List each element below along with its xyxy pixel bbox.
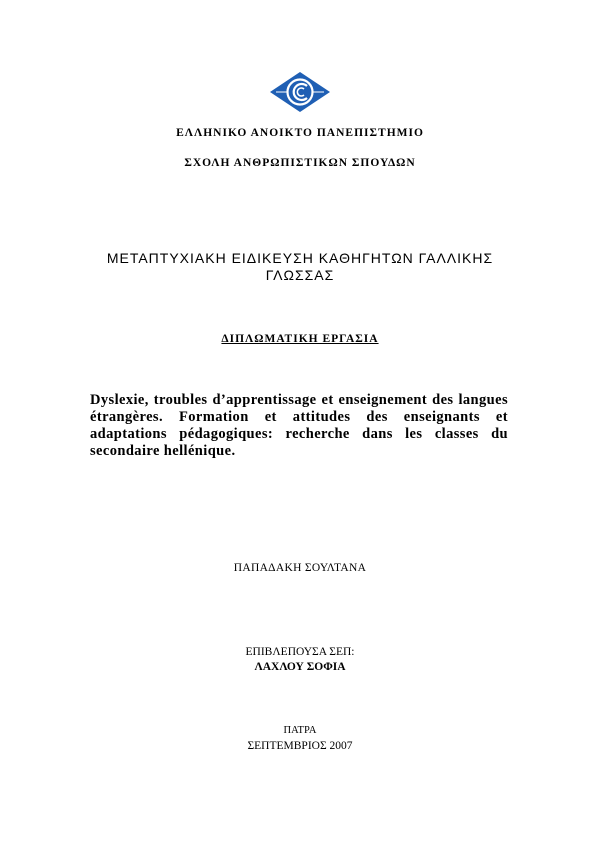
city: ΠΑΤΡΑ [283, 725, 317, 736]
supervisor-label: ΕΠΙΒΛΕΠΟΥΣΑ ΣΕΠ: [245, 646, 355, 658]
thesis-type-heading: ΔΙΠΛΩΜΑΤΙΚΗ ΕΡΓΑΣΙΑ [221, 333, 379, 345]
school-name: ΣΧΟΛΗ ΑΝΘΡΩΠΙΣΤΙΚΩΝ ΣΠΟΥΔΩΝ [184, 157, 416, 169]
thesis-title: Dyslexie, troubles d’apprentissage et enseignement des langues étrangères. Formation et attitudes des enseignants et adaptations pédagogiques: recherche dans les classes du secondaire hellénique. [90, 392, 508, 459]
submission-date: ΣΕΠΤΕΜΒΡΙΟΣ 2007 [247, 740, 353, 752]
author-name: ΠΑΠΑΔΑΚΗ ΣΟΥΛΤΑΝΑ [233, 562, 367, 574]
university-logo-icon [269, 71, 331, 113]
university-name: ΕΛΛΗΝΙΚΟ ΑΝΟΙΚΤΟ ΠΑΝΕΠΙΣΤΗΜΙΟ [176, 127, 424, 139]
program-title: ΜΕΤΑΠΤΥΧΙΑΚΗ ΕΙΔΙΚΕΥΣΗ ΚΑΘΗΓΗΤΩΝ ΓΑΛΛΙΚΗΣ ΓΛΩΣΣΑΣ [106, 250, 494, 283]
supervisor-name: ΛΑΧΛΟΥ ΣΟΦΙΑ [254, 661, 346, 673]
